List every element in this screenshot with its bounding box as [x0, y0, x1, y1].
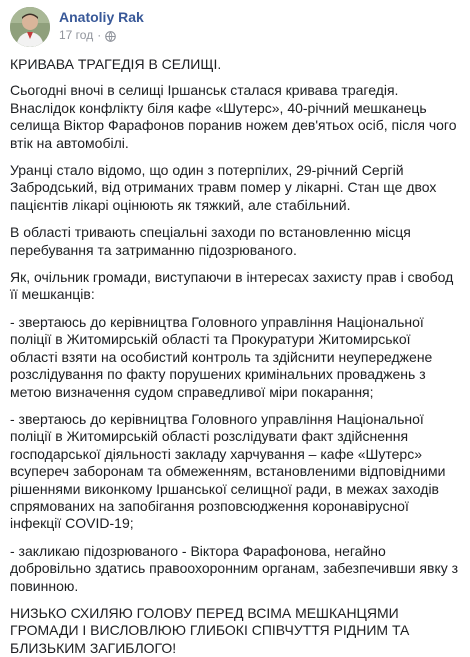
- post-paragraph: - звертаюсь до керівництва Головного управління Національної поліції в Житомирській області та Прокуратури Житомирської області взяти на особистий контроль та здійснити неупереджене розслідування по факту порушених кримінальних проваджень з метою визначення судом справедливої міри покарання;: [10, 313, 433, 400]
- post-paragraph: Сьогодні вночі в селищі Іршанськ сталася кривава трагедія. Внаслідок конфлікту біля кафе «Шутерс», 40-річний мешканець селища Віктор Фарафонов поранив ножем дев'ятьох осіб, після чого втік на автомобілі.: [10, 82, 457, 151]
- post-paragraph-closing: НИЗЬКО СХИЛЯЮ ГОЛОВУ ПЕРЕД ВСІМА МЕШКАНЦЯМИ ГРОМАДИ І ВИСЛОВЛЮЮ ГЛИБОКІ СПІВЧУТТЯ РІДНИМ ТА БЛИЗЬКИМ ЗАГИБЛОГО!: [10, 604, 410, 656]
- post-paragraph: Як, очільник громади, виступаючи в інтересах захисту прав і свобод її мешканців:: [10, 269, 454, 303]
- post-paragraph: Уранці стало відомо, що один з потерпілих, 29-річний Сергій Забродський, від отриманих травм помер у лікарні. Стан ще двох пацієнтів лікарі оцінюють як тяжкий, але стабільний.: [10, 162, 437, 213]
- post-paragraph: - звертаюсь до керівництва Головного управління Національної поліції в Житомирській області розслідувати факт здійснення господарської діяльності закладу харчування – кафе «Шутерс» всупереч заборонам та обмеженням, встановленими відповідними рішеннями виконкому Іршанської селищної ради, в межах заходів спрямованих на запобігання розповсюдження коронавірусної інфекції COVID-19;: [10, 410, 446, 532]
- avatar-photo: [10, 7, 50, 47]
- author-name-link[interactable]: Anatoliy Rak: [59, 9, 144, 25]
- post-paragraph: - закликаю підозрюваного - Віктора Фарафонова, негайно добровільно здатись правоохоронним органам, забезпечивши явку з повинною.: [10, 542, 459, 594]
- post-meta: [59, 27, 144, 43]
- meta-separator: ·: [97, 28, 102, 42]
- post-timestamp[interactable]: 17 год: [59, 28, 94, 42]
- header-text: [59, 6, 144, 43]
- post-paragraph-headline: КРИВАВА ТРАГЕДІЯ В СЕЛИЩІ.: [10, 56, 222, 72]
- post-header: [10, 6, 460, 52]
- post-paragraph: В області тривають спеціальні заходи по встановленню місця перебування та затриманню підозрюваного.: [10, 224, 411, 258]
- avatar[interactable]: [10, 7, 50, 47]
- post-body: [10, 56, 460, 657]
- globe-icon[interactable]: [105, 30, 116, 41]
